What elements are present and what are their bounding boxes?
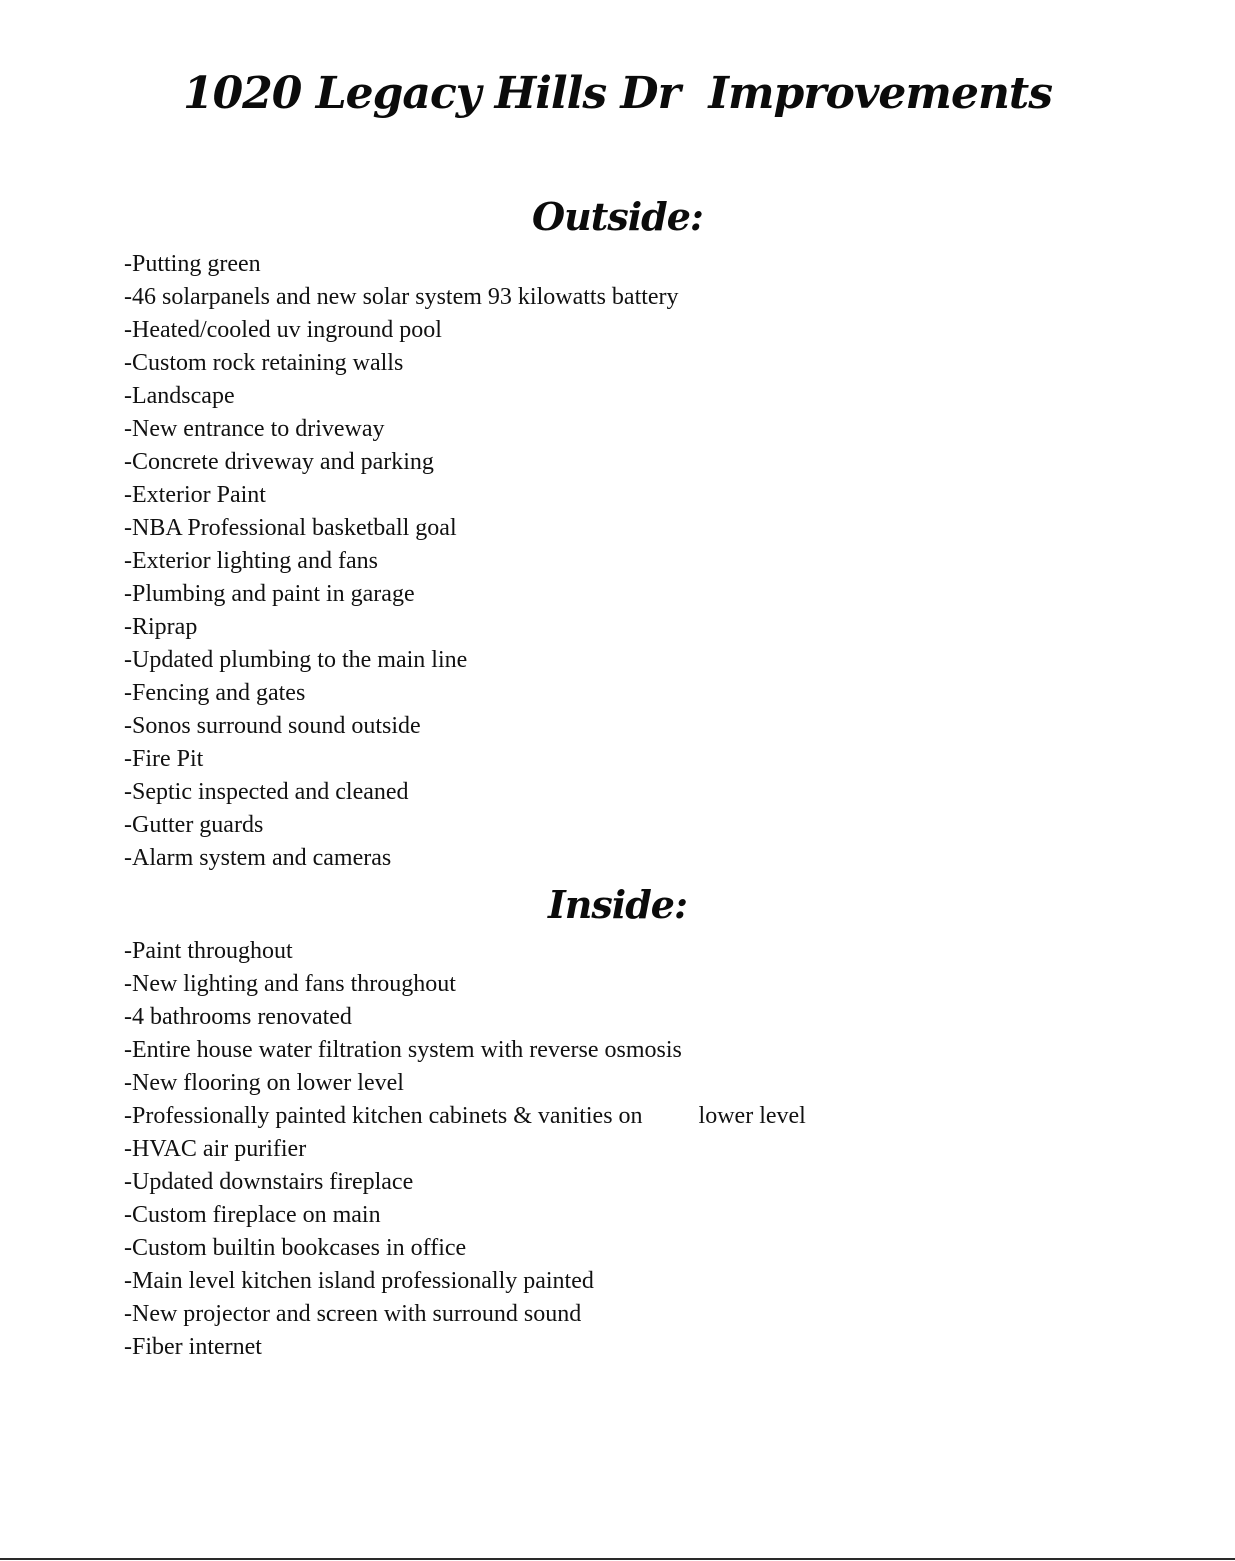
inside-list-item: -New lighting and fans throughout xyxy=(124,971,456,997)
outside-list-item: -Exterior Paint xyxy=(124,482,266,508)
inside-heading: Inside: xyxy=(547,882,687,927)
inside-list-item: -Paint throughout xyxy=(124,938,293,964)
outside-list-item: -Plumbing and paint in garage xyxy=(124,581,415,607)
inside-list-item-continuation: lower level xyxy=(698,1103,806,1129)
outside-list-item: -New entrance to driveway xyxy=(124,416,385,442)
inside-list-item: -4 bathrooms renovated xyxy=(124,1004,352,1030)
outside-list-item: -Updated plumbing to the main line xyxy=(124,647,468,673)
inside-list-item xyxy=(124,1100,806,1133)
outside-list-item: -Custom rock retaining walls xyxy=(124,350,404,376)
outside-list-item: -Gutter guards xyxy=(124,812,264,838)
inside-list-item: -Custom builtin bookcases in office xyxy=(124,1235,467,1261)
page-bottom-border xyxy=(0,1558,1235,1560)
outside-list-item: -Concrete driveway and parking xyxy=(124,449,434,475)
inside-list-item: -Fiber internet xyxy=(124,1334,262,1360)
outside-list-item: -Alarm system and cameras xyxy=(124,845,392,871)
document-title: 1020 Legacy Hills Dr Improvements xyxy=(182,68,1053,119)
outside-list-item: -Putting green xyxy=(124,251,261,277)
outside-heading: Outside: xyxy=(532,194,703,239)
inside-list xyxy=(124,935,806,1364)
outside-list-item: -NBA Professional basketball goal xyxy=(124,515,457,541)
inside-list-item: -New projector and screen with surround sound xyxy=(124,1301,582,1327)
outside-list-item: -Fire Pit xyxy=(124,746,204,772)
outside-list-item: -Landscape xyxy=(124,383,235,409)
inside-list-item: -Main level kitchen island professionally painted xyxy=(124,1268,594,1294)
inside-list-item: -Entire house water filtration system with reverse osmosis xyxy=(124,1037,682,1063)
inside-list-item-text: -Professionally painted kitchen cabinets & vanities on xyxy=(124,1103,643,1129)
outside-list xyxy=(124,248,679,875)
inside-list-item: -Custom fireplace on main xyxy=(124,1202,381,1228)
outside-list-item: -Exterior lighting and fans xyxy=(124,548,378,574)
outside-list-item: -Septic inspected and cleaned xyxy=(124,779,409,805)
outside-list-item: -Fencing and gates xyxy=(124,680,306,706)
inside-list-item: -HVAC air purifier xyxy=(124,1136,307,1162)
outside-list-item: -Sonos surround sound outside xyxy=(124,713,421,739)
inside-list-item: -New flooring on lower level xyxy=(124,1070,404,1096)
outside-list-item: -Heated/cooled uv inground pool xyxy=(124,317,442,343)
outside-list-item: -Riprap xyxy=(124,614,198,640)
outside-list-item: -46 solarpanels and new solar system 93 kilowatts battery xyxy=(124,284,679,310)
inside-list-item: -Updated downstairs fireplace xyxy=(124,1169,414,1195)
